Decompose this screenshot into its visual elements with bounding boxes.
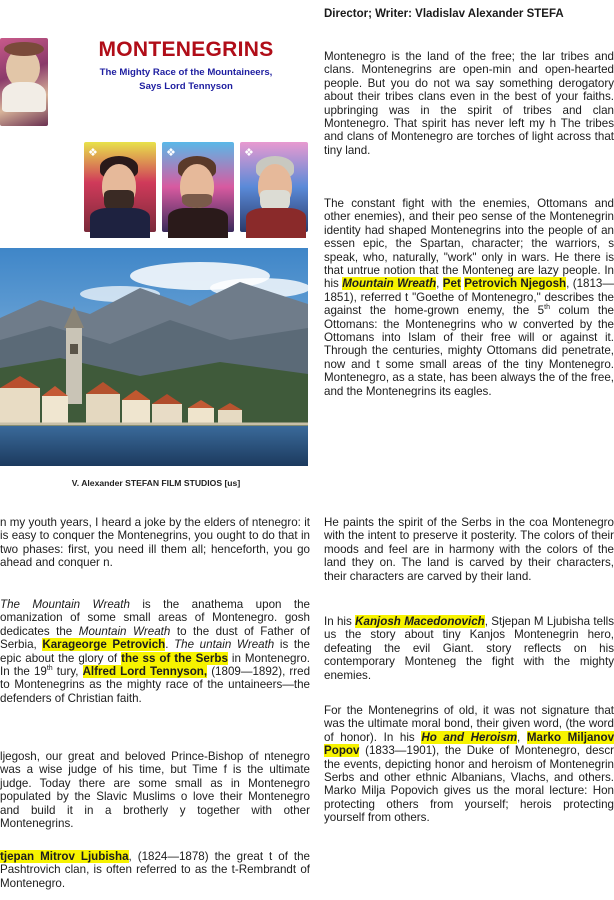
highlight-honor-and-heroism: Ho and Heroism [421,730,518,744]
poster-subtitle [66,66,306,94]
paragraph-kanjosh: In his Kanjosh Macedonovich, Stjepan M Ljubisha tells us the story about tiny Kanjos Montenegrin hero, defeating the evil Giant. story reflects on his contemporary Monteneg the fight with the mighty enemies. [324,615,614,682]
portrait-1-image [84,142,156,232]
eagle-emblem-icon: ❖ [244,147,254,159]
portrait-njegosh-image [0,38,48,126]
highlight-alfred-lord-tennyson: Alfred Lord Tennyson, [82,665,208,679]
portrait-2-image [162,142,234,232]
highlight-kanjosh-macedonovich: Kanjosh Macedonovich [355,615,485,628]
paragraph-constant-fight: The constant fight with the enemies, Ottomans and other enemies), and their peo sense of the Montenegrin identity had shaped Montenegrins into the people of an essen epic, the Spartan, character; the warriors, s speak, who, naturally, "work" only in wars. He there is that untrue notion that the Monteneg are lazy people. In his Mountain Wreath, Pet Petrovich Njegosh, (1813—1851), referred t "Goethe of Montenegro," describes the against the home-grown enemy, the 5th colum the Ottomans: the Montenegrins who w converted by the Ottomans into Islam of their free will or against it. Through the centuries, mighty Ottomans did penetrate, now and t some small areas of the tiny Montenegro. Montenegro, as a state, has been always the of the free, and the Montenegrins its eagles. [324,197,614,398]
poster-title: MONTENEGRINS [98,38,274,61]
film-studios-credit: V. Alexander STEFAN FILM STUDIOS [us] [71,478,241,488]
paragraph-stjepan-ljubisha: tjepan Mitrov Ljubisha, (1824—1878) the great t of the Pashtrovich clan, is often referred to as the t-Rembrandt of Montenegro. [0,850,311,890]
eagle-emblem-icon: ❖ [166,147,176,159]
subtitle-line-1: The Mighty Race of the Mountaineers, [99,67,273,78]
highlight-petar: Pet [442,277,461,291]
director-credit: Director; Writer: Vladislav Alexander STEFA [324,8,564,20]
perast-landscape-image [0,248,308,466]
eagle-emblem-icon: ❖ [88,147,98,159]
paragraph-land-of-free: Montenegro is the land of the free; the lar tribes and clans. Montenegrins are open-min and open-hearted people. But you do not wa say something derogatory about their tribes clans even in the best of your faiths. upbringing was in the spirit of tribes and clan Montenegro. That spirit has never left my h The tribes and clans of Montenegro are torches of light across that tiny land. [324,50,614,157]
paragraph-word-of-honor: For the Montenegrins of old, it was not signature that was the ultimate moral bond, their given word, (the word of honor). In his Ho and Heroism, Marko Miljanov Popov (1833—1901), the Duke of Montenegro, descr the events, depicting honor and heroism of Montenegrin Serbs and other ethnic Albanians, Vlachs, and others. Marko Milja Popovich gives us the moral lecture: Hon protecting others from yourself; herois protecting yourself from others. [324,704,614,825]
paragraph-paints-spirit: He paints the spirit of the Serbs in the coa Montenegro with the intent to preserve it posterity. The colors of their moods and feel are in harmony with the colors of the land they on. The land is carved by their characters, their characters are carved by their land. [324,516,614,583]
highlight-marko-miljanov: Marko Miljanov Popov [324,730,614,758]
highlight-mountain-wreath: Mountain Wreath [342,277,437,291]
portrait-3-image [240,142,308,232]
highlight-karageorge-petrovich: Karageorge Petrovich [42,638,166,652]
highlight-glory-of-serbs: the ss of the Serbs [121,651,228,665]
highlight-stjepan-ljubisha: tjepan Mitrov Ljubisha [0,850,129,863]
highlight-petrovich-njegosh: Petrovich Njegosh [464,277,567,291]
paragraph-youth-joke: n my youth years, I heard a joke by the elders of ntenegro: it is easy to conquer the Montenegrins, you ought to do that in two phases: first, you need ill them all; henceforth, you go ahead and conquer n. [0,516,310,570]
paragraph-mountain-wreath-anathema: The Mountain Wreath is the anathema upon the omanization of some small areas of Montenegro. gosh dedicates the Mountain Wreath to the dust of Father of Serbia, Karageorge Petrovich. The untain Wreath is the epic about the glory of the ss of the Serbs in Montenegro. In the 19th tury, Alfred Lord Tennyson, (1809—1892), rred to Montenegrins as the mighty race of the untaineers—the defenders of Christian faith. [0,598,311,705]
subtitle-line-2: Says Lord Tennyson [139,81,233,92]
paragraph-njegosh-judge: ljegosh, our great and beloved Prince-Bishop of ntenegro was a wise judge of his time, but Time f is the ultimate judge. Today there are some small as in Montenegro populated by the Slavic Muslims o love their Montenegro and build it in a brotherly y together with other Montenegrins. [0,750,310,831]
